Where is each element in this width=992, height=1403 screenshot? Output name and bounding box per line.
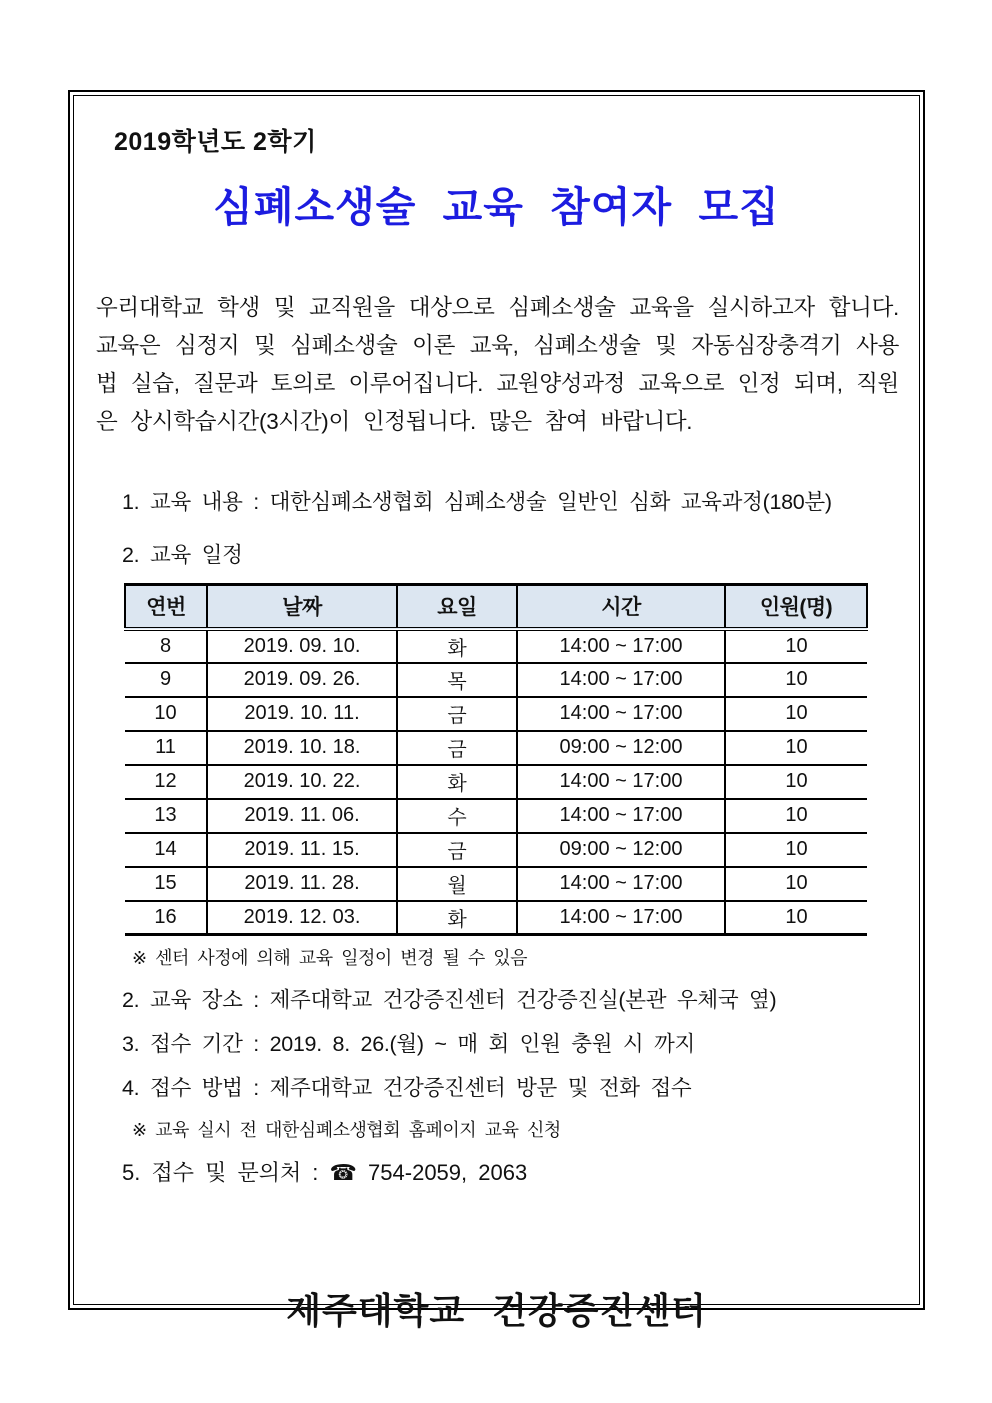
semester-label: 2019학년도 2학기 [114,128,317,156]
col-header-capacity: 인원(명) [725,585,867,629]
table-cell: 14:00 ~ 17:00 [517,629,725,663]
table-row [125,731,867,765]
table-cell: 금 [397,833,517,867]
table-cell: 14:00 ~ 17:00 [517,901,725,935]
table-cell: 10 [725,833,867,867]
list-item-education-content: 1. 교육 내용 : 대한심폐소생협회 심폐소생술 일반인 심화 교육과정(180분) [122,490,832,514]
table-cell: 8 [159,634,172,657]
table-cell: 9 [125,663,207,697]
table-cell: 13 [125,799,207,833]
table-cell: 2019. 10. 22. [207,765,397,799]
table-cell: 10 [725,697,867,731]
table-cell: 12 [125,765,207,799]
table-row [125,833,867,867]
table-cell: 월 [397,867,517,901]
contact-info: 5. 접수 및 문의처 : ☎ 754-2059, 2063 [122,1160,528,1185]
col-header-number: 연번 [125,585,207,629]
table-cell: 09:00 ~ 12:00 [517,731,725,765]
table-cell: 14:00 ~ 17:00 [517,799,725,833]
intro-paragraph: 우리대학교 학생 및 교직원을 대상으로 심폐소생술 교육을 실시하고자 합니다. 교육은 심정지 및 심폐소생술 이론 교육, 심폐소생술 및 자동심장충격기 사용법 실습, 질문과 토의로 이루어집니다. 교원양성과정 교육으로 인정 되며, 직원은 상시학습시간(3시간)이 인정됩니다. 많은 참여 바랍니다. [96,295,899,434]
table-cell: 14 [125,833,207,867]
table-cell: 화 [397,629,517,663]
table-cell: 10 [725,867,867,901]
table-cell: 10 [725,765,867,799]
table-cell: 10 [725,629,867,663]
schedule-table [124,583,868,936]
table-cell: 화 [397,765,517,799]
table-cell: 목 [397,663,517,697]
table-cell: 09:00 ~ 12:00 [517,833,725,867]
table-cell: 14:00 ~ 17:00 [517,867,725,901]
table-cell: 금 [397,731,517,765]
list-item-education-place: 2. 교육 장소 : 제주대학교 건강증진센터 건강증진실(본관 우체국 옆) [122,988,777,1012]
list-item-education-schedule: 2. 교육 일정 [122,543,243,567]
table-cell: 10 [725,799,867,833]
homepage-apply-note: ※ 교육 실시 전 대한심폐소생협회 홈페이지 교육 신청 [132,1120,561,1140]
table-row [125,799,867,833]
schedule-table-body [125,629,867,935]
col-header-date: 날짜 [207,585,397,629]
table-row [125,867,867,901]
table-cell: 15 [125,867,207,901]
table-row [125,765,867,799]
table-row [125,697,867,731]
table-cell: 화 [397,901,517,935]
schedule-table-header [125,585,867,629]
notice-document [73,95,920,1331]
table-cell: 10 [725,731,867,765]
table-cell: 2019. 11. 15. [207,833,397,867]
table-cell: 10 [125,697,207,731]
table-cell: 10 [725,901,867,935]
table-cell: 금 [397,697,517,731]
page-border-frame [68,90,925,1331]
table-cell: 14:00 ~ 17:00 [517,663,725,697]
col-header-time: 시간 [517,585,725,629]
table-cell: 2019. 10. 11. [207,697,397,731]
table-cell: 2019. 09. 26. [207,663,397,697]
table-cell: 2019. 11. 06. [207,799,397,833]
page-title: 심폐소생술 교육 참여자 모집 [213,184,780,230]
col-header-day: 요일 [397,585,517,629]
table-row [125,663,867,697]
schedule-change-note: ※ 센터 사정에 의해 교육 일정이 변경 될 수 있음 [132,948,528,968]
table-row [125,629,867,663]
table-cell: 2019. 12. 03. [207,901,397,935]
list-item-registration-period: 3. 접수 기간 : 2019. 8. 26.(월) ~ 매 회 인원 충원 시 까지 [122,1032,695,1056]
table-cell: 10 [725,663,867,697]
table-cell: 2019. 11. 28. [207,867,397,901]
table-cell: 수 [397,799,517,833]
table-cell: 11 [125,731,207,765]
table-cell: 16 [125,901,207,935]
table-cell: 2019. 09. 10. [207,629,397,663]
table-row [125,901,867,935]
list-item-registration-method: 4. 접수 방법 : 제주대학교 건강증진센터 방문 및 전화 접수 [122,1076,692,1100]
table-cell: 14:00 ~ 17:00 [517,765,725,799]
table-cell: 14:00 ~ 17:00 [517,697,725,731]
table-cell: 2019. 10. 18. [207,731,397,765]
organization-name: 제주대학교 건강증진센터 [286,1290,707,1331]
